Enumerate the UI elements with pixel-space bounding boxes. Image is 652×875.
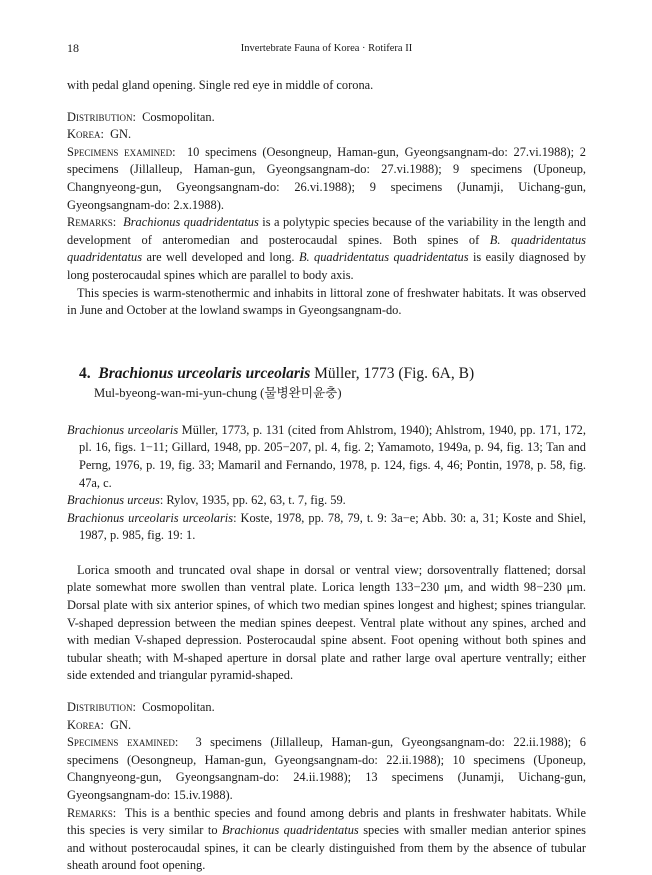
distribution-line bbox=[67, 109, 586, 127]
distribution-label: Distribution: bbox=[67, 700, 136, 715]
distribution-label: Distribution: bbox=[67, 109, 136, 124]
species-name-italic: Brachionus quadridentatus bbox=[222, 823, 359, 838]
synonym-citation: : Rylov, 1935, pp. 62, 63, t. 7, fig. 59. bbox=[159, 493, 346, 508]
species-name-italic: B. quadridentatus quadridentatus bbox=[67, 232, 586, 265]
specimens-text: 3 specimens (Jillalleup, Haman-gun, Gyeongsangnam-do: 22.ii.1988); 6 specimens (Oesongneup, Haman-gun, Gyeongsangnam-do: 22.ii.1988); 10 specimens (Uponeup, Changnyeong-gun, Gyeongsangnam-do: 24.ii.1988); 13 specimens (Junamji, Uichang-gun, Gyeongsangnam-do: 15.iv.1988). bbox=[67, 735, 586, 802]
remarks-text: is easily diagnosed by long posterocaudal spines which are parallel to body axis. bbox=[67, 250, 586, 282]
habitat-paragraph: This species is warm-stenothermic and inhabits in littoral zone of freshwater habitats. It was observed in June and October at the lowland swamps in Gyeongsangnam-do. bbox=[67, 285, 586, 318]
species-number: 4. bbox=[79, 364, 91, 382]
synonym-name: Brachionus urceolaris urceolaris bbox=[67, 510, 234, 525]
species-name: Brachionus urceolaris urceolaris bbox=[98, 364, 311, 382]
remarks-text: This is a benthic species and found among debris and plants in freshwater habitats. While this species is very similar to bbox=[67, 805, 586, 838]
remarks-text: are well developed and long. bbox=[142, 250, 299, 265]
korea-value: GN. bbox=[110, 127, 132, 142]
korean-name: Mul-byeong-wan-mi-yun-chung (물병완미윤충) bbox=[94, 385, 342, 400]
synonym-entry bbox=[67, 422, 586, 492]
continued-description: with pedal gland opening. Single red eye in middle of corona. bbox=[67, 78, 374, 92]
remarks-paragraph bbox=[67, 805, 586, 875]
species-heading bbox=[79, 364, 586, 384]
synonym-citation: Müller, 1773, p. 131 (cited from Ahlstrom, 1940); Ahlstrom, 1940, pp. 171, 172, pl. 16, figs. 1−11; Gillard, 1948, pp. 205−207, pl. 4, fig. 2; Yamamoto, 1949a, p. 94, fig. 13; Tan and Perng, 1976, p. 19, fig. 33; Mamaril and Fernando, 1978, p. 124, figs. 4, 46; Pontin, 1978, p. 58, fig. 47a, c. bbox=[79, 422, 586, 490]
specimens-paragraph bbox=[67, 144, 586, 214]
synonym-entry bbox=[67, 492, 586, 510]
synonym-name: Brachionus urceolaris bbox=[67, 422, 179, 437]
running-title: Invertebrate Fauna of Korea · Rotifera II bbox=[240, 43, 413, 54]
distribution-value: Cosmopolitan. bbox=[142, 109, 215, 124]
page-number: 18 bbox=[67, 41, 79, 55]
page-header bbox=[67, 40, 586, 58]
korea-label: Korea: bbox=[67, 717, 104, 732]
remarks-label: Remarks: bbox=[67, 805, 117, 820]
remarks-paragraph bbox=[67, 214, 586, 284]
remarks-text: species with smaller median anterior spines and without posterocaudal spines, it can be clearly distinguished from them by the absence of tubular sheath around foot opening. bbox=[67, 823, 586, 873]
specimens-label: Specimens examined: bbox=[67, 144, 176, 159]
distribution-line bbox=[67, 699, 586, 717]
remarks-label: Remarks: bbox=[67, 215, 117, 230]
document-page bbox=[67, 40, 586, 875]
species-name-italic: Brachionus quadridentatus bbox=[123, 215, 259, 230]
specimens-label: Specimens examined: bbox=[67, 735, 179, 750]
specimens-paragraph bbox=[67, 734, 586, 804]
remarks-text: is a polytypic species because of the variability in the length and development of anteromedian and posterocaudal spines. Both spines of bbox=[67, 215, 586, 247]
synonym-entry bbox=[67, 510, 586, 545]
description-paragraph: Lorica smooth and truncated oval shape in dorsal or ventral view; dorsoventrally flattened; dorsal plate somewhat more swollen than ventral plate. Lorica length 133−230 μm, and width 98−230 μm. Dorsal plate with six anterior spines, of which two median spines longest and highest; spines triangular. V-shaped depression between the median spines deepest. Ventral plate without any spines, arched and with median V-shaped depression. Posterocaudal spine absent. Foot opening without both spines and tubular sheath; with M-shaped aperture in dorsal plate and rather large oval aperture ventrally; either side extended and triangular pyramid-shaped. bbox=[67, 562, 586, 683]
synonym-name: Brachionus urceus bbox=[67, 493, 160, 508]
distribution-value: Cosmopolitan. bbox=[142, 700, 215, 715]
korea-value: GN. bbox=[110, 717, 132, 732]
specimens-text: 10 specimens (Oesongneup, Haman-gun, Gyeongsangnam-do: 27.vi.1988); 2 specimens (Jillalleup, Haman-gun, Gyeongsangnam-do: 27.vi.1988); 9 specimens (Uponeup, Changnyeong-gun, Gyeongsangnam-do: 26.vi.1988); 9 specimens (Junamji, Uichang-gun, Gyeongsangnam-do: 2.x.1988). bbox=[67, 144, 586, 212]
species-name-italic: B. quadridentatus quadridentatus bbox=[298, 250, 469, 265]
species-author: Müller, 1773 (Fig. 6A, B) bbox=[310, 364, 475, 382]
korea-line bbox=[67, 126, 586, 144]
korea-line bbox=[67, 717, 586, 735]
synonym-citation: : Koste, 1978, pp. 78, 79, t. 9: 3a−e; Abb. 30: a, 31; Koste and Shiel, 1987, p. 985, fig. 19: 1. bbox=[79, 510, 586, 543]
korea-label: Korea: bbox=[67, 127, 104, 142]
